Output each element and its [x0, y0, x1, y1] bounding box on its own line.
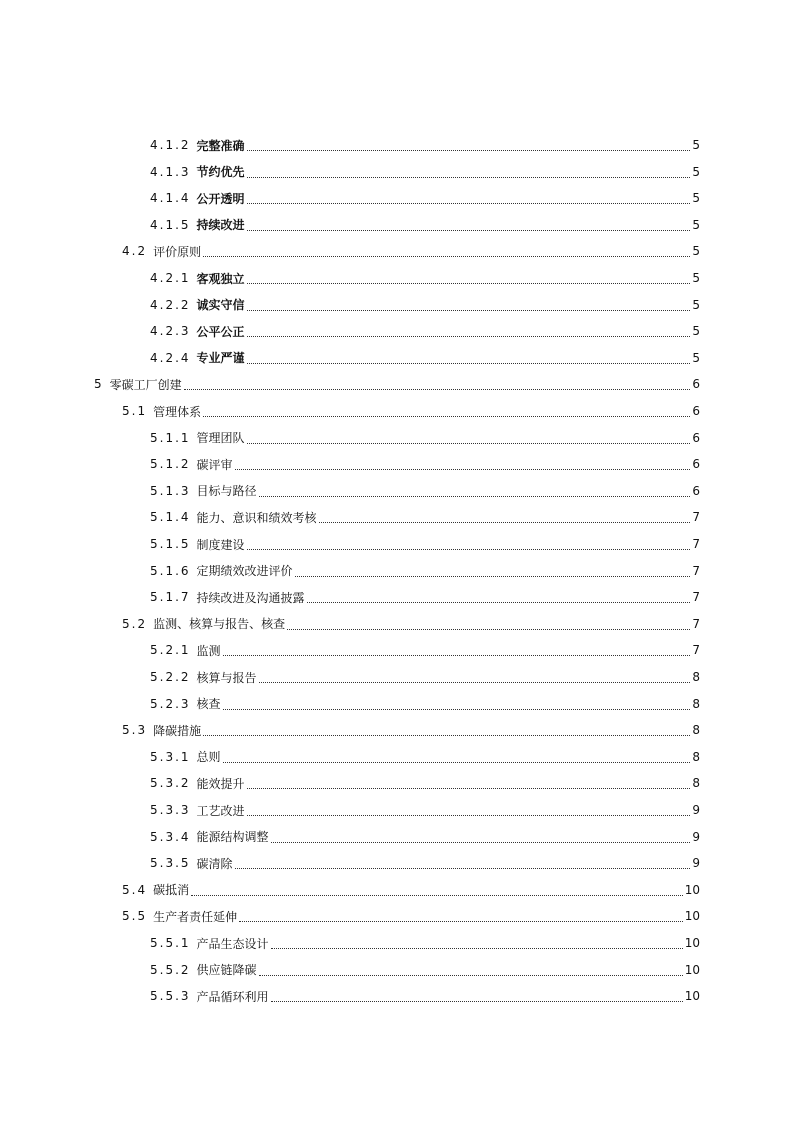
toc-entry[interactable] [150, 747, 700, 767]
toc-entry-page: 10 [684, 962, 700, 977]
toc-dot-leader [247, 309, 690, 311]
toc-entry-page: 9 [692, 829, 700, 844]
toc-entry-page: 5 [692, 217, 700, 232]
toc-dot-leader [203, 255, 690, 257]
toc-entry-number: 4.1.4 [150, 191, 191, 206]
toc-entry-number: 5.3.3 [150, 803, 191, 817]
toc-entry-number: 5.2.1 [150, 643, 191, 658]
toc-entry-title: 工艺改进 [196, 803, 245, 818]
toc-entry-number: 5.3.2 [150, 776, 191, 791]
toc-entry-page: 10 [684, 989, 700, 1004]
toc-entry[interactable] [150, 800, 700, 820]
toc-entry-number: 5.2.2 [150, 670, 191, 684]
toc-entry-page: 8 [692, 723, 700, 738]
toc-entry-page: 5 [692, 138, 700, 152]
toc-entry-title: 能力、意识和绩效考核 [196, 510, 317, 525]
toc-entry[interactable] [150, 295, 700, 315]
toc-entry-page: 7 [692, 590, 700, 605]
toc-entry-page: 5 [692, 350, 700, 365]
toc-entry[interactable] [150, 640, 700, 660]
toc-entry[interactable] [150, 986, 700, 1006]
toc-entry-page: 5 [692, 324, 700, 339]
toc-entry-title: 完整准确 [196, 138, 245, 153]
toc-entry[interactable] [150, 960, 700, 980]
toc-entry[interactable] [122, 614, 700, 634]
toc-entry-number: 5.5.3 [150, 989, 191, 1004]
toc-entry-title: 能源结构调整 [196, 830, 269, 845]
toc-entry-title: 公开透明 [196, 191, 245, 206]
toc-entry[interactable] [150, 933, 700, 953]
toc-dot-leader [247, 442, 690, 444]
toc-dot-leader [247, 202, 690, 204]
toc-entry[interactable] [94, 374, 700, 394]
toc-entry[interactable] [150, 694, 700, 714]
toc-entry-title: 供应链降碳 [196, 963, 257, 978]
toc-entry-title: 公平公正 [196, 324, 245, 339]
toc-entry-title: 零碳工厂创建 [109, 377, 182, 392]
toc-entry-page: 6 [692, 430, 700, 445]
toc-entry-page: 6 [692, 404, 700, 418]
toc-entry-page: 8 [692, 749, 700, 764]
toc-entry-page: 5 [692, 191, 700, 206]
toc-entry-title: 评价原则 [153, 244, 202, 259]
toc-entry-page: 8 [692, 776, 700, 791]
toc-entry[interactable] [150, 507, 700, 527]
toc-dot-leader [223, 654, 690, 656]
toc-dot-leader [223, 708, 690, 710]
toc-entry[interactable] [150, 268, 700, 288]
toc-entry-title: 碳评审 [196, 457, 233, 472]
toc-entry-page: 7 [692, 643, 700, 658]
toc-entry[interactable] [150, 587, 700, 607]
toc-entry[interactable] [122, 880, 700, 900]
toc-dot-leader [247, 282, 690, 284]
toc-entry-number: 5.3.1 [150, 749, 191, 764]
toc-dot-leader [247, 335, 690, 337]
toc-entry-title: 专业严谨 [196, 351, 245, 366]
toc-entry-number: 5.3.5 [150, 856, 191, 871]
toc-dot-leader [319, 521, 690, 523]
toc-entry-title: 生产者责任延伸 [153, 909, 238, 924]
toc-dot-leader [235, 468, 690, 470]
toc-entry-page: 8 [692, 670, 700, 684]
toc-entry-number: 4.1.3 [150, 164, 191, 179]
toc-entry-page: 9 [692, 856, 700, 871]
toc-entry-page: 6 [692, 377, 700, 392]
toc-dot-leader [191, 894, 683, 896]
toc-entry[interactable] [150, 481, 700, 501]
toc-entry-page: 8 [692, 696, 700, 711]
toc-entry-title: 持续改进 [196, 218, 245, 233]
toc-entry[interactable] [150, 162, 700, 182]
toc-entry-number: 5.2.3 [150, 696, 191, 711]
toc-entry[interactable] [150, 773, 700, 793]
toc-entry-title: 目标与路径 [196, 484, 257, 499]
toc-entry-number: 5.4 [122, 882, 148, 897]
toc-entry-title: 持续改进及沟通披露 [196, 590, 305, 605]
toc-entry[interactable] [122, 241, 700, 261]
toc-dot-leader [247, 229, 690, 231]
toc-dot-leader [259, 495, 690, 497]
toc-entry[interactable] [150, 534, 700, 554]
toc-dot-leader [259, 681, 690, 683]
toc-entry-number: 5.5.2 [150, 962, 191, 977]
toc-entry-number: 5.1.1 [150, 430, 191, 445]
toc-entry-number: 5.2 [122, 616, 148, 631]
toc-entry[interactable] [150, 348, 700, 368]
toc-entry[interactable] [150, 853, 700, 873]
toc-entry-number: 4.2.1 [150, 271, 191, 285]
toc-entry-title: 监测、核算与报告、核查 [153, 617, 286, 632]
toc-entry-title: 产品生态设计 [196, 936, 269, 951]
toc-dot-leader [271, 841, 690, 843]
toc-entry[interactable] [122, 720, 700, 740]
toc-entry-number: 4.1.2 [150, 138, 191, 152]
toc-entry-number: 5.3 [122, 723, 148, 738]
toc-entry-title: 监测 [196, 643, 221, 658]
toc-entry[interactable] [150, 561, 700, 581]
toc-entry-title: 客观独立 [196, 271, 245, 286]
toc-entry-page: 7 [692, 616, 700, 631]
toc-entry[interactable] [150, 321, 700, 341]
toc-entry-number: 4.1.5 [150, 217, 191, 232]
toc-dot-leader [247, 787, 690, 789]
toc-entry[interactable] [150, 827, 700, 847]
toc-dot-leader [203, 415, 690, 417]
toc-dot-leader [235, 867, 690, 869]
toc-dot-leader [247, 814, 690, 816]
toc-dot-leader [184, 388, 690, 390]
toc-entry-number: 5.1.5 [150, 537, 191, 551]
toc-entry-title: 核查 [196, 697, 221, 712]
toc-entry[interactable] [150, 454, 700, 474]
toc-entry-number: 5.5 [122, 909, 148, 924]
toc-dot-leader [307, 601, 690, 603]
toc-dot-leader [239, 920, 683, 922]
toc-dot-leader [247, 362, 690, 364]
toc-entry-number: 5.1 [122, 404, 148, 418]
toc-entry-title: 管理体系 [153, 404, 202, 419]
toc-entry[interactable] [150, 135, 700, 155]
toc-entry-number: 5 [94, 377, 104, 392]
toc-dot-leader [247, 548, 690, 550]
toc-entry-number: 4.2 [122, 244, 148, 259]
toc-entry-number: 5.1.4 [150, 510, 191, 525]
toc-dot-leader [247, 176, 690, 178]
toc-entry[interactable] [122, 401, 700, 421]
toc-entry-number: 5.1.6 [150, 563, 191, 578]
toc-entry-title: 制度建设 [196, 537, 245, 552]
toc-entry-title: 定期绩效改进评价 [196, 564, 293, 579]
toc-entry[interactable] [150, 188, 700, 208]
toc-entry-title: 核算与报告 [196, 670, 257, 685]
toc-entry-title: 产品循环利用 [196, 989, 269, 1004]
toc-dot-leader [271, 947, 683, 949]
toc-entry-title: 碳清除 [196, 856, 233, 871]
toc-entry-page: 10 [684, 909, 700, 924]
toc-entry-page: 7 [692, 510, 700, 525]
toc-dot-leader [259, 974, 683, 976]
toc-entry-page: 7 [692, 537, 700, 551]
toc-entry-page: 5 [692, 244, 700, 259]
toc-entry-page: 9 [692, 803, 700, 817]
toc-entry-page: 5 [692, 297, 700, 312]
toc-dot-leader [223, 761, 690, 763]
toc-entry-number: 5.1.7 [150, 590, 191, 605]
toc-entry-title: 诚实守信 [196, 298, 245, 313]
toc-dot-leader [287, 628, 690, 630]
toc-entry-title: 节约优先 [196, 165, 245, 180]
toc-entry[interactable] [150, 667, 700, 687]
toc-entry-number: 5.5.1 [150, 936, 191, 950]
toc-dot-leader [203, 734, 690, 736]
toc-entry-page: 5 [692, 164, 700, 179]
toc-entry-number: 5.3.4 [150, 829, 191, 844]
toc-entry-number: 4.2.2 [150, 297, 191, 312]
toc-entry-title: 降碳措施 [153, 723, 202, 738]
toc-entry-page: 10 [684, 936, 700, 950]
toc-entry-title: 能效提升 [196, 776, 245, 791]
toc-entry-number: 5.1.3 [150, 483, 191, 498]
toc-entry-page: 7 [692, 563, 700, 578]
toc-entry-title: 碳抵消 [153, 883, 190, 898]
toc-entry-page: 6 [692, 483, 700, 498]
toc-entry-page: 10 [684, 882, 700, 897]
toc-entry-number: 4.2.4 [150, 350, 191, 365]
toc-dot-leader [295, 575, 690, 577]
toc-entry[interactable] [150, 215, 700, 235]
toc-entry[interactable] [150, 428, 700, 448]
toc-entry-page: 5 [692, 271, 700, 285]
toc-entry-title: 总则 [196, 750, 221, 765]
toc-dot-leader [247, 149, 690, 151]
toc-entry-number: 4.2.3 [150, 324, 191, 339]
toc-entry-page: 6 [692, 457, 700, 472]
toc-entry[interactable] [122, 906, 700, 926]
toc-dot-leader [271, 1000, 683, 1002]
toc-entry-title: 管理团队 [196, 431, 245, 446]
toc-entry-number: 5.1.2 [150, 457, 191, 472]
